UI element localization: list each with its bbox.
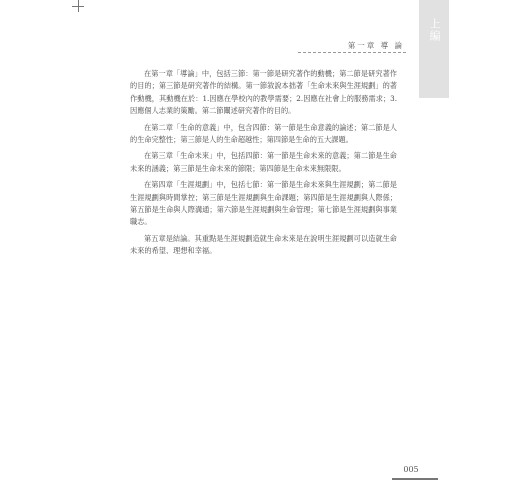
paragraph-chapter-4: 在第四章「生涯規劃」中，包括七節：第一節是生命未來與生涯規劃；第二節是生涯規劃與時間掌控；第三節是生涯規劃與生命課題；第四節是生涯規劃與人際係；第五節是生命與人際溝通；第六節是生涯規劃與生命管理；第七節是生涯規劃與事業職志。: [130, 180, 397, 227]
running-head-rule: [298, 52, 406, 53]
paragraph-chapter-3: 在第三章「生命未來」中，包括四節：第一節是生命未來的意義；第二節是生命未來的涵義；第三節是生命未來的節限；第四節是生命未來無限限。: [130, 151, 397, 173]
paragraph-chapter-1: 在第一章「導論」中，包括三節：第一節是研究著作的動機；第二節是研究著作的目的；第三節是研究著作的結構。第一節敘說本拙著「生命未來與生涯規劃」的著作動機，其動機在於：1.因應在學校內的教學需要；2.因應在社會上的服務需求；3.因應個人志業的策勵。第二節闡述研究著作的目的。: [130, 69, 397, 116]
section-side-tab: [419, 0, 449, 98]
side-tab-label: 上編: [428, 18, 441, 42]
body-text: [130, 68, 397, 262]
page-number: 005: [403, 465, 419, 474]
paragraph-chapter-5: 第五章是結論。其重點是生涯規劃造就生命未來是在說明生涯規劃可以造就生命未來的希望、理想和幸福。: [130, 233, 397, 256]
running-head: 第一章 導 論: [347, 41, 404, 50]
crop-mark-vertical: [78, 0, 79, 12]
footer-rule: [392, 478, 438, 480]
paragraph-chapter-2: 在第二章「生命的意義」中，包含四節：第一節是生命意義的論述；第二節是人的生命完整性；第三節是人的生命超越性；第四節是生命的五大課題。: [130, 122, 397, 145]
